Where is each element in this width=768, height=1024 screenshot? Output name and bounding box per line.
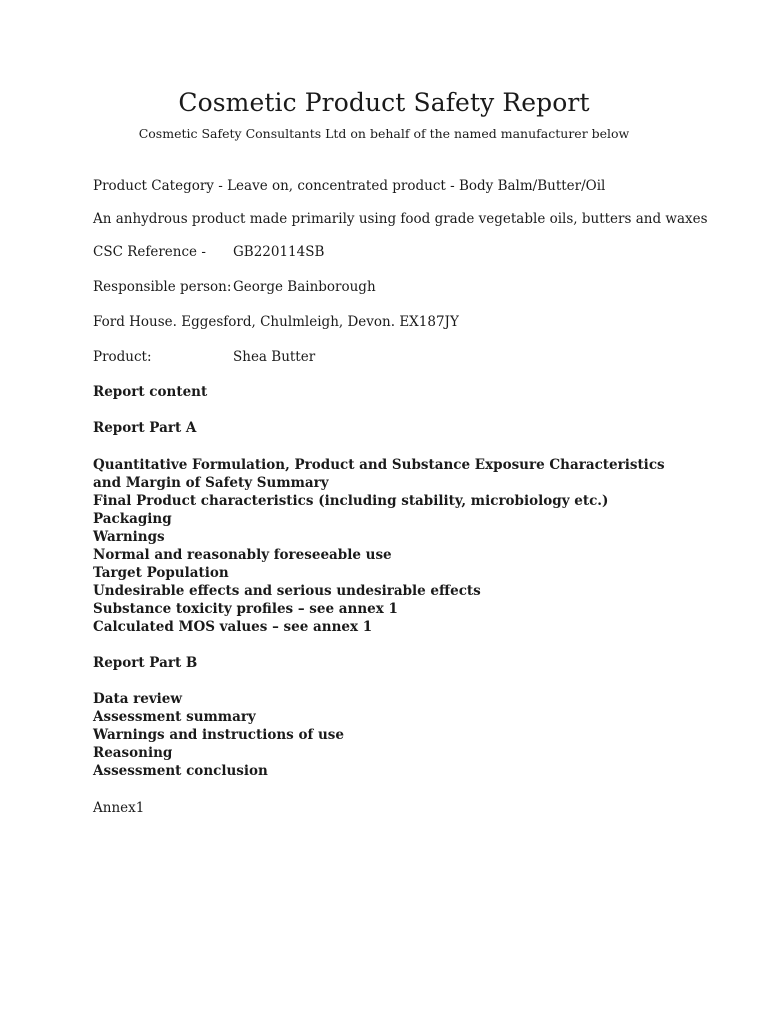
product-label: Product: bbox=[93, 349, 152, 365]
list-item: Quantitative Formulation, Product and Substance Exposure Characteristics bbox=[93, 457, 665, 473]
csc-reference-row bbox=[93, 243, 325, 261]
product-description: An anhydrous product made primarily using food grade vegetable oils, butters and waxes bbox=[93, 211, 708, 227]
list-item: Assessment summary bbox=[93, 709, 256, 725]
responsible-person-row bbox=[93, 278, 376, 296]
product-category: Product Category - Leave on, concentrated product - Body Balm/Butter/Oil bbox=[93, 178, 606, 194]
list-item: Substance toxicity profiles – see annex 1 bbox=[93, 601, 398, 617]
list-item: Data review bbox=[93, 691, 183, 707]
list-item: Assessment conclusion bbox=[93, 763, 268, 779]
annex-label: Annex1 bbox=[93, 800, 145, 816]
list-item: Undesirable effects and serious undesirable effects bbox=[93, 583, 481, 599]
list-item: Packaging bbox=[93, 511, 172, 527]
list-item: Warnings bbox=[93, 529, 165, 545]
csc-reference-label: CSC Reference - bbox=[93, 244, 206, 260]
responsible-person-value: George Bainborough bbox=[233, 279, 376, 295]
part-b-list bbox=[93, 690, 344, 780]
page-title: Cosmetic Product Safety Report bbox=[178, 88, 590, 117]
report-part-b-heading: Report Part B bbox=[93, 655, 198, 671]
report-part-a-heading: Report Part A bbox=[93, 420, 197, 436]
product-value: Shea Butter bbox=[233, 349, 316, 365]
responsible-person-label: Responsible person: bbox=[93, 279, 232, 295]
list-item: Warnings and instructions of use bbox=[93, 727, 344, 743]
page-subtitle: Cosmetic Safety Consultants Ltd on behalf of the named manufacturer below bbox=[138, 126, 630, 141]
list-item: Final Product characteristics (including stability, microbiology etc.) bbox=[93, 493, 609, 509]
list-item: and Margin of Safety Summary bbox=[93, 475, 329, 491]
csc-reference-value: GB220114SB bbox=[233, 244, 325, 260]
address: Ford House. Eggesford, Chulmleigh, Devon. EX187JY bbox=[93, 314, 459, 330]
list-item: Calculated MOS values – see annex 1 bbox=[93, 619, 373, 635]
list-item: Target Population bbox=[93, 565, 229, 581]
product-row bbox=[93, 348, 316, 366]
part-a-list bbox=[93, 456, 665, 636]
list-item: Normal and reasonably foreseeable use bbox=[93, 547, 392, 563]
list-item: Reasoning bbox=[93, 745, 173, 761]
report-content-heading: Report content bbox=[93, 384, 208, 400]
